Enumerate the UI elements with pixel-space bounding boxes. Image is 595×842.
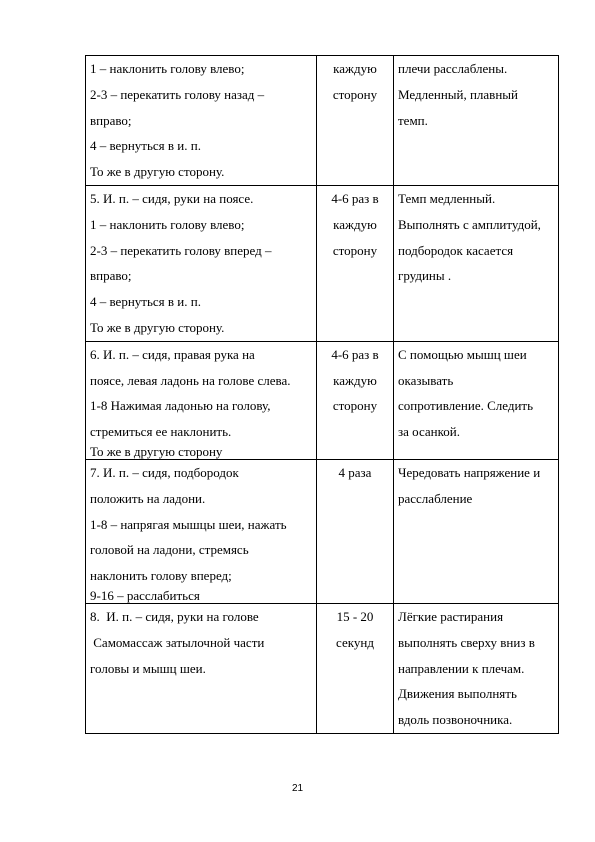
exercise-description-cell [86,459,317,603]
guidelines-cell [394,185,559,341]
cell-line: Медленный, плавный [398,86,518,102]
guidelines-cell [394,603,559,733]
guidelines-cell [394,459,559,603]
cell-line: 4-6 раз в [331,190,379,206]
cell-line: расслабление [398,490,473,506]
cell-line: 4 – вернуться в и. п. [90,138,201,154]
cell-line: 7. И. п. – сидя, подбородок [90,464,239,480]
dosage-cell [317,603,394,733]
cell-line: направлении к плечам. [398,660,525,676]
cell-line: каждую [333,61,377,76]
cell-line: вправо; [90,268,132,284]
cell-line: каждую [333,372,377,388]
cell-line: 1-8 Нажимая ладонью на голову, [90,398,271,414]
cell-line: положить на ладони. [90,490,206,506]
cell-line: 4 раза [338,464,372,480]
dosage-cell [317,341,394,459]
cell-line: оказывать [398,372,454,388]
table-row [86,185,559,341]
cell-line: 9-16 – расслабиться [90,587,200,603]
cell-line: 8. И. п. – сидя, руки на голове [90,608,259,624]
table-row [86,341,559,459]
exercise-description-cell [86,56,317,186]
cell-line: 2-3 – перекатить голову назад – [90,86,265,102]
table-row [86,603,559,733]
page-number: 21 [291,783,304,794]
cell-line: 1-8 – напрягая мышцы шеи, нажать [90,516,287,532]
cell-line: грудины . [398,268,452,284]
exercise-description-cell [86,603,317,733]
cell-line: 5. И. п. – сидя, руки на поясе. [90,190,254,206]
cell-line: 15 - 20 [336,608,374,624]
cell-line: Выполнять с амплитудой, [398,216,541,232]
cell-line: поясе, левая ладонь на голове слева. [90,372,291,388]
cell-line: То же в другую сторону. [90,319,225,335]
cell-line: сторону [332,86,378,102]
cell-line: за осанкой. [398,424,460,440]
cell-line: Движения выполнять [398,686,517,702]
cell-line: головы и мышц шеи. [90,660,206,676]
cell-line: 4-6 раз в [331,346,379,362]
cell-line: То же в другую сторону. [90,164,225,180]
cell-line: 2-3 – перекатить голову вперед – [90,242,272,258]
cell-line: стремиться ее наклонить. [90,424,232,440]
guidelines-cell [394,56,559,186]
cell-line: сопротивление. Следить [398,398,534,414]
cell-line: наклонить голову вперед; [90,568,232,584]
cell-line: темп. [398,112,428,128]
cell-line: секунд [336,634,374,650]
cell-line: Чередовать напряжение и [398,464,541,480]
table-row [86,459,559,603]
cell-line: 6. И. п. – сидя, правая рука на [90,346,255,362]
cell-line: Лёгкие растирания [398,608,504,624]
cell-line: 1 – наклонить голову влево; [90,216,245,232]
cell-line: сторону [332,398,378,414]
cell-line: сторону [332,242,378,258]
dosage-cell [317,56,394,186]
cell-line: 1 – наклонить голову влево; [90,61,245,76]
cell-line: плечи расслаблены. [398,61,508,76]
exercise-table [85,55,559,734]
cell-line: каждую [333,216,377,232]
cell-line: 4 – вернуться в и. п. [90,294,201,310]
cell-line: То же в другую сторону [90,443,223,459]
table-row [86,56,559,186]
cell-line: вдоль позвоночника. [398,712,513,728]
exercise-description-cell [86,185,317,341]
cell-line: выполнять сверху вниз в [398,634,535,650]
cell-line: Самомассаж затылочной части [90,634,265,650]
cell-line: подбородок касается [398,242,514,258]
cell-line: Темп медленный. [398,190,496,206]
guidelines-cell [394,341,559,459]
cell-line: вправо; [90,112,132,128]
cell-line: С помощью мышц шеи [398,346,527,362]
exercise-description-cell [86,341,317,459]
dosage-cell [317,459,394,603]
cell-line: головой на ладони, стремясь [90,542,249,558]
dosage-cell [317,185,394,341]
